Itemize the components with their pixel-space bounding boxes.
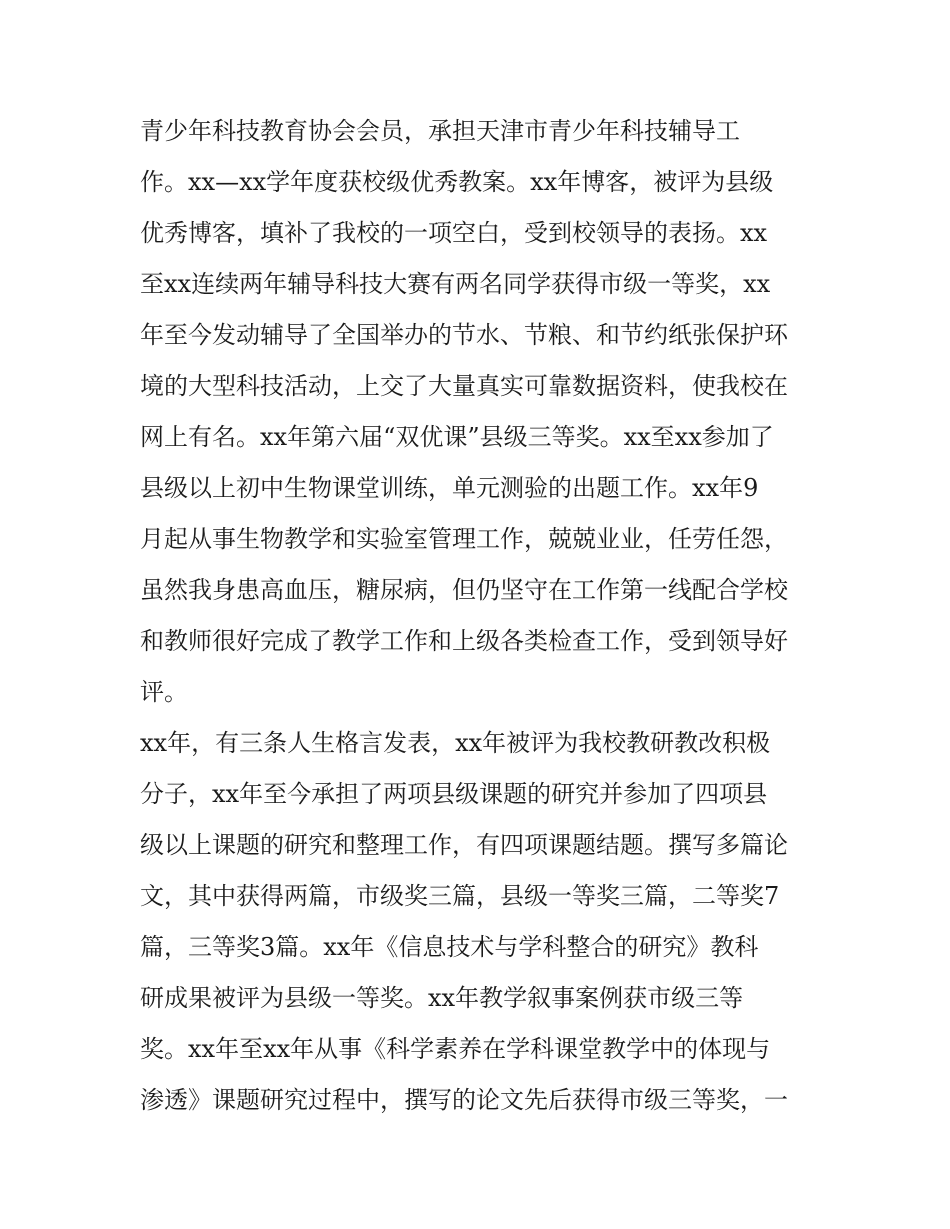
text-line: 优秀博客，填补了我校的一项空白，受到校领导的表扬。xx [140, 219, 768, 247]
text-line: xx年，有三条人生格言发表，xx年被评为我校教研教改积极 [140, 729, 771, 757]
text-line: 境的大型科技活动，上交了大量真实可靠数据资料，使我校在 [140, 372, 788, 400]
text-line: 县级以上初中生物课堂训练，单元测验的出题工作。xx年9 [140, 474, 759, 502]
text-line: 分子，xx年至今承担了两项县级课题的研究并参加了四项县 [140, 780, 768, 808]
text-line: 至xx连续两年辅导科技大赛有两名同学获得市级一等奖，xx [140, 270, 771, 298]
text-line: 作。xx—xx学年度获校级优秀教案。xx年博客，被评为县级 [140, 168, 774, 196]
text-line: 青少年科技教育协会会员，承担天津市青少年科技辅导工 [140, 117, 740, 145]
text-line: 和教师很好完成了教学工作和上级各类检查工作，受到领导好 [140, 627, 788, 655]
text-line: 月起从事生物教学和实验室管理工作，兢兢业业，任劳任怨， [140, 525, 788, 553]
text-line: 篇，三等奖3篇。xx年《信息技术与学科整合的研究》教科 [140, 933, 759, 961]
text-line: 评。 [140, 678, 188, 706]
body-text [140, 106, 830, 1126]
text-line: 研成果被评为县级一等奖。xx年教学叙事案例获市级三等 [140, 984, 744, 1012]
text-line: 文，其中获得两篇，市级奖三篇，县级一等奖三篇，二等奖7 [140, 882, 780, 910]
text-line: 奖。xx年至xx年从事《科学素养在学科课堂教学中的体现与 [140, 1035, 771, 1063]
text-line: 渗透》课题研究过程中，撰写的论文先后获得市级三等奖，一 [140, 1086, 788, 1114]
text-line: 虽然我身患高血压，糖尿病，但仍坚守在工作第一线配合学校 [140, 576, 788, 604]
text-line: 级以上课题的研究和整理工作，有四项课题结题。撰写多篇论 [140, 831, 788, 859]
text-line: 网上有名。xx年第六届“双优课”县级三等奖。xx至xx参加了 [140, 423, 774, 451]
text-line: 年至今发动辅导了全国举办的节水、节粮、和节约纸张保护环 [140, 321, 788, 349]
